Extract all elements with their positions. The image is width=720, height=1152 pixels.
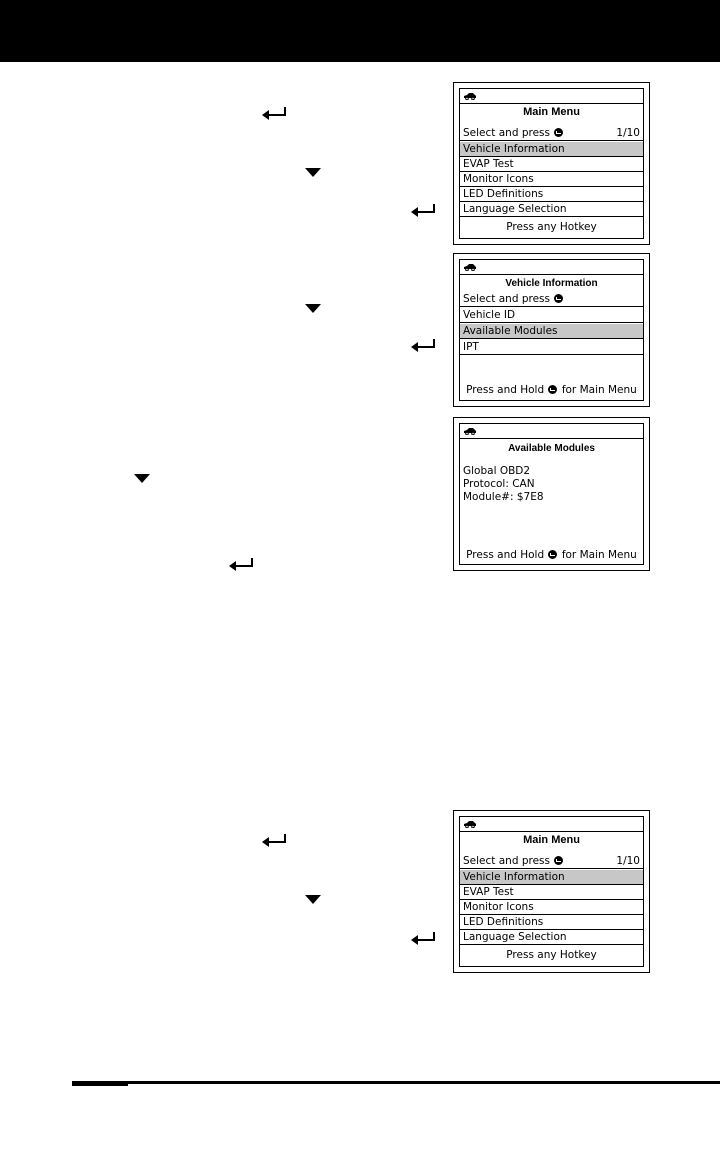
menu-item[interactable]: Vehicle Information [460,142,643,157]
menu-item[interactable]: LED Definitions [460,187,643,202]
down-arrow-icon [134,474,150,483]
select-prompt-row [460,854,643,869]
footer-after: for Main Menu [561,549,637,561]
car-icon [463,92,477,100]
vehicle-information-screen [453,253,650,407]
menu-item[interactable]: Monitor Icons [460,900,643,915]
prompt-text: Select and press [463,855,550,867]
enter-button-icon [554,294,563,303]
menu-item[interactable]: IPT [460,340,643,355]
main-menu-screen [453,82,650,245]
down-arrow-icon [305,168,321,177]
menu-item[interactable]: Vehicle Information [460,870,643,885]
enter-key-icon [261,833,287,849]
enter-key-icon [228,557,254,573]
main-menu-screen-2 [453,810,650,973]
menu-item[interactable]: LED Definitions [460,915,643,930]
car-icon [463,263,477,271]
footer-rule-accent [72,1081,128,1086]
enter-button-icon [554,128,563,137]
info-line: Global OBD2 [463,465,531,477]
footer-before: Press and Hold [466,384,545,396]
car-icon [463,820,477,828]
enter-button-icon [548,550,557,559]
car-icon [463,427,477,435]
menu-item[interactable]: Monitor Icons [460,172,643,187]
available-modules-screen [453,417,650,571]
screen-title: Main Menu [523,106,580,118]
menu-item[interactable]: Language Selection [460,930,643,945]
enter-key-icon [410,931,436,947]
enter-key-icon [410,338,436,354]
info-line: Protocol: CAN [463,478,535,490]
footer-before: Press and Hold [466,549,545,561]
select-prompt-row [460,126,643,141]
page-indicator: 1/10 [616,127,640,139]
menu-item[interactable]: Vehicle ID [460,308,643,323]
footer-text [460,548,643,563]
info-line: Module#: $7E8 [463,491,544,503]
footer-rule [72,1081,720,1084]
enter-button-icon [548,385,557,394]
prompt-text: Select and press [463,293,550,305]
footer-text: Press any Hotkey [506,949,597,961]
page-indicator: 1/10 [616,855,640,867]
down-arrow-icon [305,304,321,313]
screen-title: Vehicle Information [505,278,598,289]
screen-title: Main Menu [523,834,580,846]
header-bar [0,0,720,62]
enter-button-icon [554,856,563,865]
select-prompt-row [460,292,643,307]
enter-key-icon [410,203,436,219]
footer-text [460,383,643,398]
menu-item[interactable]: EVAP Test [460,157,643,172]
menu-item[interactable]: Available Modules [460,324,643,339]
footer-text: Press any Hotkey [506,221,597,233]
enter-key-icon [261,106,287,122]
prompt-text: Select and press [463,127,550,139]
footer-after: for Main Menu [561,384,637,396]
menu-item[interactable]: Language Selection [460,202,643,217]
menu-item[interactable]: EVAP Test [460,885,643,900]
screen-title: Available Modules [508,443,595,454]
down-arrow-icon [305,895,321,904]
